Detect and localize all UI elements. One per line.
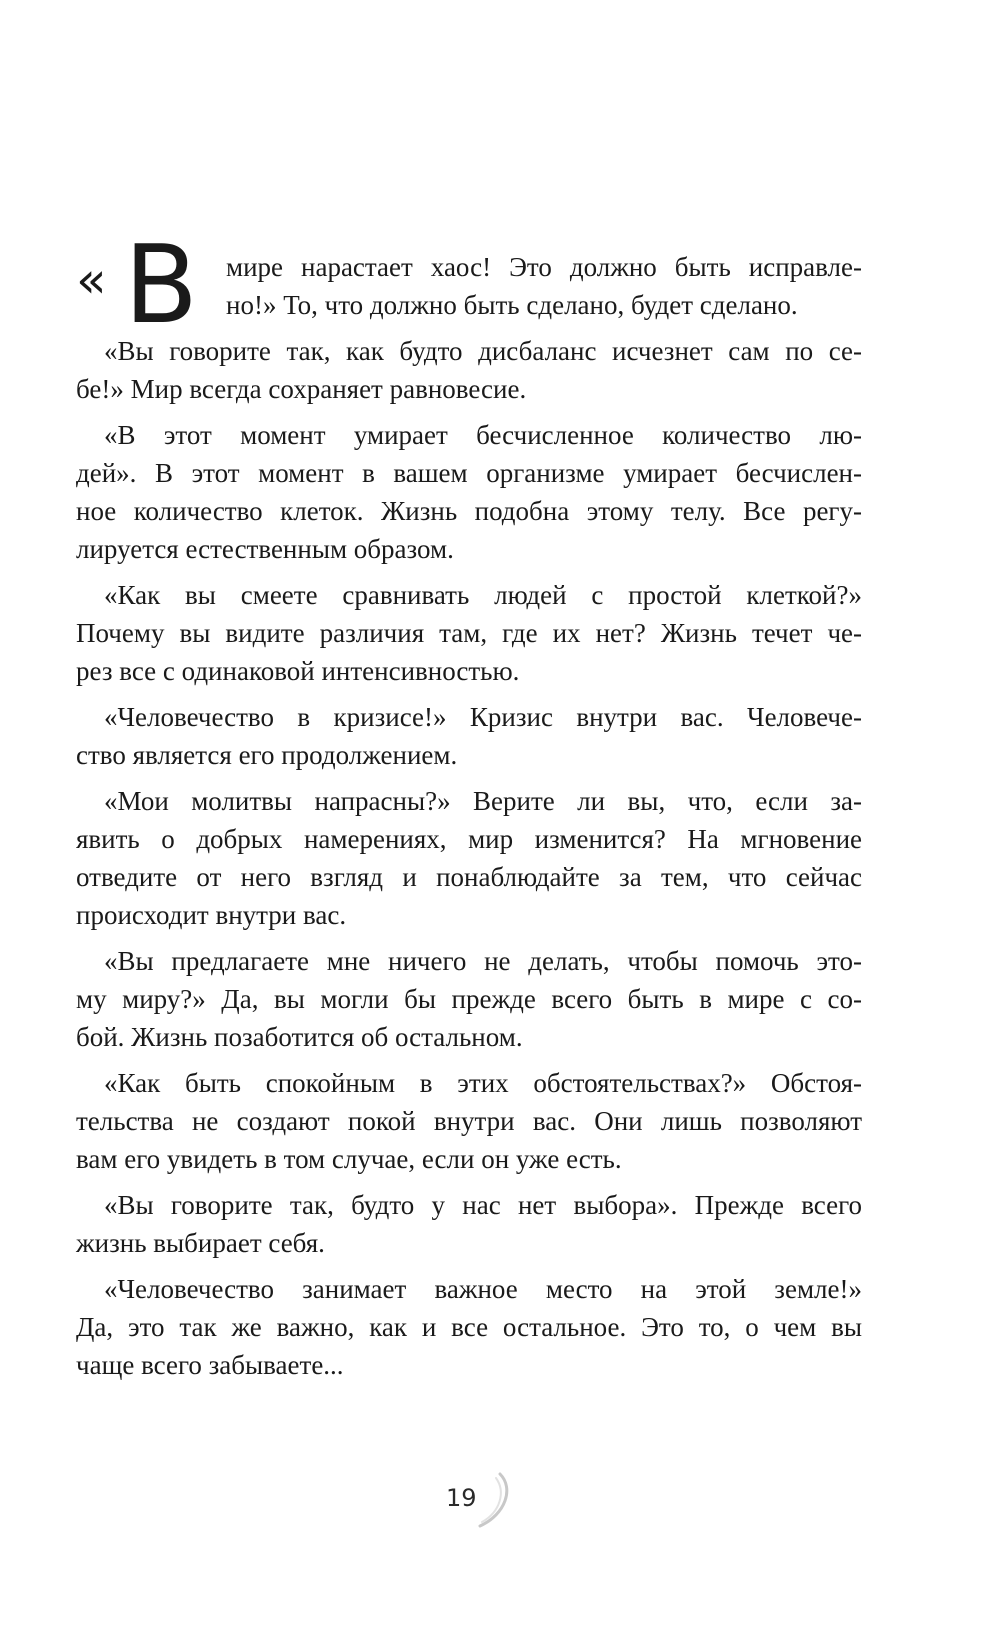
drop-cap-letter: В (124, 223, 199, 348)
text-line: «Как вы смеете сравнивать людей с простой клеткой?» (104, 580, 862, 610)
opening-quote-mark: « (76, 251, 107, 309)
text-line: «Вы предлагаете мне ничего не делать, чтобы помочь это- (104, 946, 862, 976)
text-line: чаще всего забываете... (76, 1350, 344, 1380)
paragraph (76, 576, 862, 690)
text-line: явить о добрых намерениях, мир изменится? На мгновение (76, 824, 862, 854)
text-line: «В этот момент умирает бесчисленное количество лю- (104, 420, 862, 450)
text-line: «Человечество занимает важное место на этой земле!» (104, 1274, 862, 1304)
text-line: ство является его продолжением. (76, 740, 458, 770)
text-line: жизнь выбирает себя. (76, 1228, 325, 1258)
text-line: лируется естественным образом. (76, 534, 454, 564)
text-line: «Мои молитвы напрасны?» Верите ли вы, что, если за- (104, 786, 862, 816)
page-number: 19 (446, 1484, 477, 1512)
text-line: рез все с одинаковой интенсивностью. (76, 656, 520, 686)
drop-cap-lines (226, 248, 862, 324)
text-line: «Как быть спокойным в этих обстоятельствах?» Обстоя- (104, 1068, 862, 1098)
text-line: ное количество клеток. Жизнь подобна этому телу. Все регу- (76, 496, 862, 526)
paragraph (76, 782, 862, 934)
text-line: Да, это так же важно, как и все остальное. Это то, о чем вы (76, 1312, 862, 1342)
text-line: происходит внутри вас. (76, 900, 347, 930)
text-line: отведите от него взгляд и понаблюдайте за тем, что сейчас (76, 862, 862, 892)
paragraph (76, 1270, 862, 1384)
body-text (76, 223, 862, 1392)
paragraph (76, 942, 862, 1056)
text-line: вам его увидеть в том случае, если он уже есть. (76, 1144, 622, 1174)
text-line: бой. Жизнь позаботится об остальном. (76, 1022, 523, 1052)
text-line: но!» То, что должно быть сделано, будет сделано. (226, 290, 798, 320)
text-line: му миру?» Да, вы могли бы прежде всего быть в мире с со- (76, 984, 862, 1014)
text-line: бе!» Мир всегда сохраняет равновесие. (76, 374, 527, 404)
text-line: «Человечество в кризисе!» Кризис внутри вас. Человече- (104, 702, 862, 732)
text-line: мире нарастает хаос! Это должно быть исправле- (226, 252, 862, 282)
text-line: «Вы говорите так, будто у нас нет выбора». Прежде всего (104, 1190, 862, 1220)
paragraph (76, 1186, 862, 1262)
paragraph (76, 416, 862, 568)
paragraph (76, 698, 862, 774)
text-line: «Вы говорите так, как будто дисбаланс исчезнет сам по се- (104, 336, 862, 366)
text-line: дей». В этот момент в вашем организме умирает бесчислен- (76, 458, 862, 488)
text-line: Почему вы видите различия там, где их нет? Жизнь течет че- (76, 618, 862, 648)
opening-paragraph (76, 223, 862, 348)
paragraph (76, 1064, 862, 1178)
text-line: тельства не создают покой внутри вас. Они лишь позволяют (76, 1106, 862, 1136)
